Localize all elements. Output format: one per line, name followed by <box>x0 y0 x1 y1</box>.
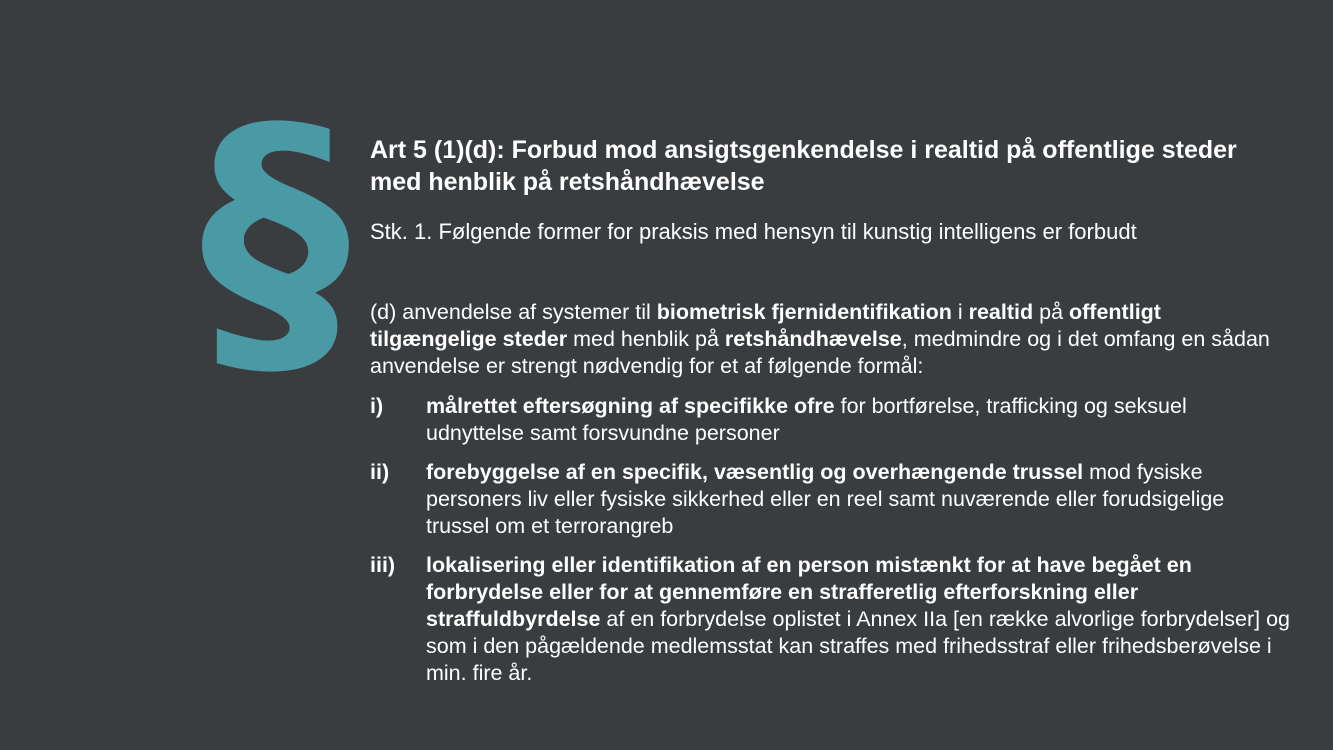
intro-bold-1: biometrisk fjernidentifikation <box>656 300 952 324</box>
purpose-list <box>370 393 1290 687</box>
list-item <box>370 552 1290 687</box>
intro-bold-2: realtid <box>968 300 1034 324</box>
intro-text-2: i <box>951 300 969 324</box>
list-item <box>370 393 1290 447</box>
item-bold: forebyggelse af en specifik, væsentlig og overhængende trussel <box>426 460 1084 484</box>
item-rest: af en forbrydelse oplistet i Annex IIa [en række alvorlige forbrydelser] og som i den pågældende medlemsstat kan straffes med frihedsstraf eller frihedsberøvelse i min. fire år. <box>426 607 1290 685</box>
intro-text-1: (d) anvendelse af systemer til <box>370 300 657 324</box>
item-text <box>426 552 1290 687</box>
content <box>370 134 1290 699</box>
intro-text-3: på <box>1033 300 1070 324</box>
item-number: iii) <box>370 553 396 577</box>
item-number: i) <box>370 394 384 418</box>
intro-bold-3: offentligt tilgængelige steder <box>370 300 1161 351</box>
stk-paragraph: Stk. 1. Følgende former for praksis med hensyn til kunstig intelligens er forbudt <box>370 219 1137 244</box>
item-rest: for bortførelse, trafficking og seksuel udnyttelse samt forsvundne personer <box>426 394 1187 445</box>
section-sign-icon: § <box>200 65 350 414</box>
intro-bold-4: retshåndhævelse <box>724 327 902 351</box>
intro-paragraph <box>370 299 1290 380</box>
intro-text-5: , medmindre og i det omfang en sådan anvendelse er strengt nødvendig for et af følgende formål: <box>370 327 1270 378</box>
item-number: ii) <box>370 460 390 484</box>
intro-text-4: med henblik på <box>567 327 725 351</box>
item-rest: mod fysiske personers liv eller fysiske sikkerhed eller en reel samt nuværende eller forudsigelige trussel om et terrorangreb <box>426 460 1225 538</box>
item-text <box>426 393 1290 447</box>
item-bold: målrettet eftersøgning af specifikke ofre <box>426 394 835 418</box>
list-item <box>370 459 1290 540</box>
item-text <box>426 459 1290 540</box>
article-title: Art 5 (1)(d): Forbud mod ansigtsgenkendelse i realtid på offentlige steder med henblik på retshåndhævelse <box>370 136 1237 196</box>
item-bold: lokalisering eller identifikation af en person mistænkt for at have begået en forbrydelse eller for at gennemføre en strafferetlig efterforskning eller straffuldbyrdelse <box>426 553 1192 631</box>
